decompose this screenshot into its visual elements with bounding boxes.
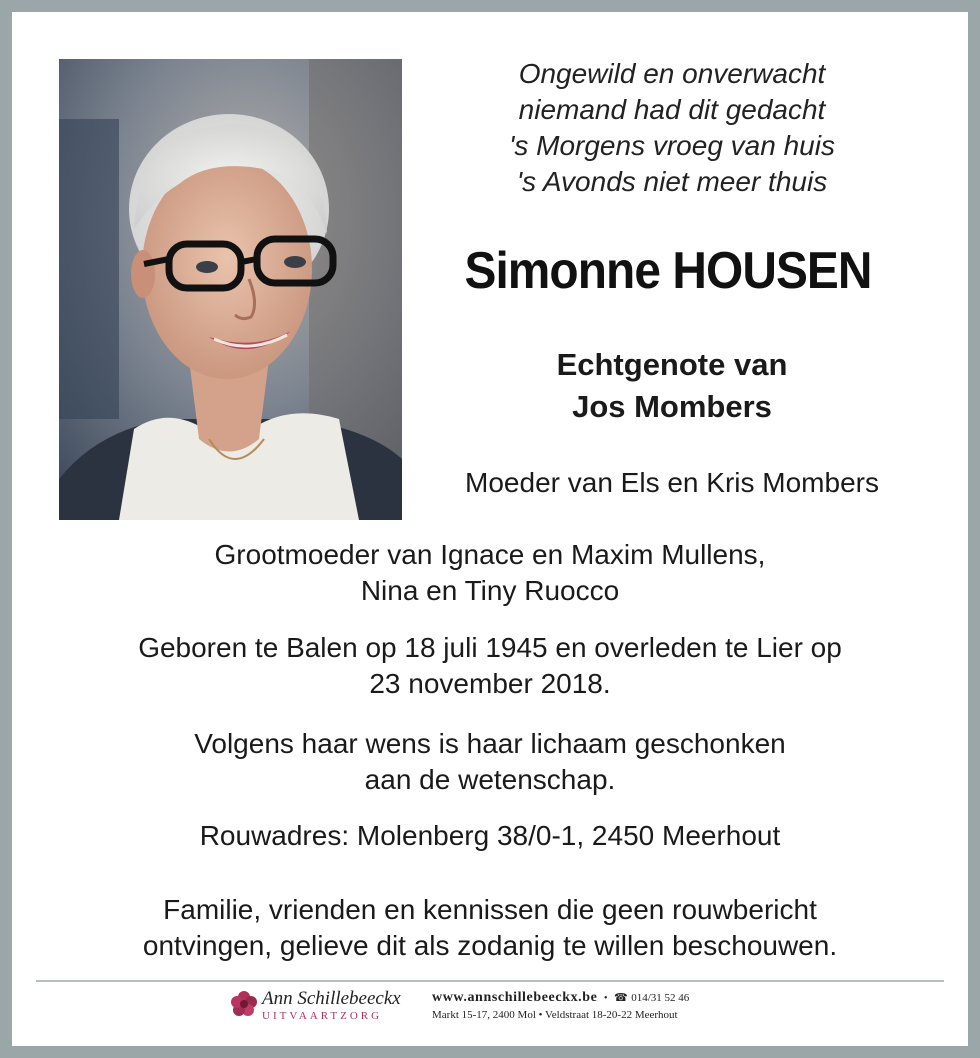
spouse-label: Echtgenote van [556, 347, 788, 382]
grandmother-line: Grootmoeder van Ignace en Maxim Mullens, [214, 539, 766, 570]
address-line: Rouwadres: Molenberg 38/0-1, 2450 Meerhout [199, 820, 781, 851]
closing-line: ontvingen, gelieve dit als zodanig te willen beschouwen. [142, 930, 838, 961]
footer-divider [36, 980, 944, 982]
flower-icon [230, 990, 258, 1018]
closing-line: Familie, vrienden en kennissen die geen rouwbericht [163, 894, 817, 925]
memorial-poem [432, 56, 912, 200]
closing-text [40, 892, 940, 964]
office-addresses: Markt 15-17, 2400 Mol • Veldstraat 18-20-22 Meerhout [432, 1009, 678, 1021]
mourning-address [40, 818, 940, 854]
deceased-name: Simonne HOUSEN [464, 242, 872, 300]
portrait-image [59, 59, 402, 520]
mother-of-text: Moeder van Els en Kris Mombers [465, 467, 879, 498]
grandmother-line: Nina en Tiny Ruocco [360, 575, 620, 606]
wish-line: aan de wetenschap. [364, 764, 616, 795]
separator-dot: • [603, 993, 608, 1004]
contact-info [432, 990, 772, 1023]
contact-line [432, 990, 772, 1007]
website-link[interactable]: www.annschillebeeckx.be [432, 990, 598, 1005]
portrait-photo [59, 59, 402, 520]
spouse-info [472, 344, 872, 428]
poem-line: Ongewild en onverwacht [518, 58, 826, 89]
telephone-icon: ☎ [614, 992, 628, 1004]
birth-death-text [40, 630, 940, 702]
spouse-name: Jos Mombers [572, 389, 772, 424]
grandmother-of-text [40, 537, 940, 609]
dates-line: 23 november 2018. [369, 668, 611, 699]
brand-name: Ann Schillebeeckx [262, 988, 401, 1009]
poem-line: 's Morgens vroeg van huis [509, 130, 835, 161]
brand-subtitle: UITVAARTZORG [262, 1010, 383, 1022]
dates-line: Geboren te Balen op 18 juli 1945 en overleden te Lier op [138, 632, 842, 663]
poem-line: niemand had dit gedacht [518, 94, 826, 125]
wish-text [40, 726, 940, 798]
funeral-home-logo [228, 988, 428, 1028]
wish-line: Volgens haar wens is haar lichaam geschonken [194, 728, 786, 759]
phone-number[interactable]: 014/31 52 46 [631, 992, 690, 1004]
poem-line: 's Avonds niet meer thuis [516, 166, 828, 197]
